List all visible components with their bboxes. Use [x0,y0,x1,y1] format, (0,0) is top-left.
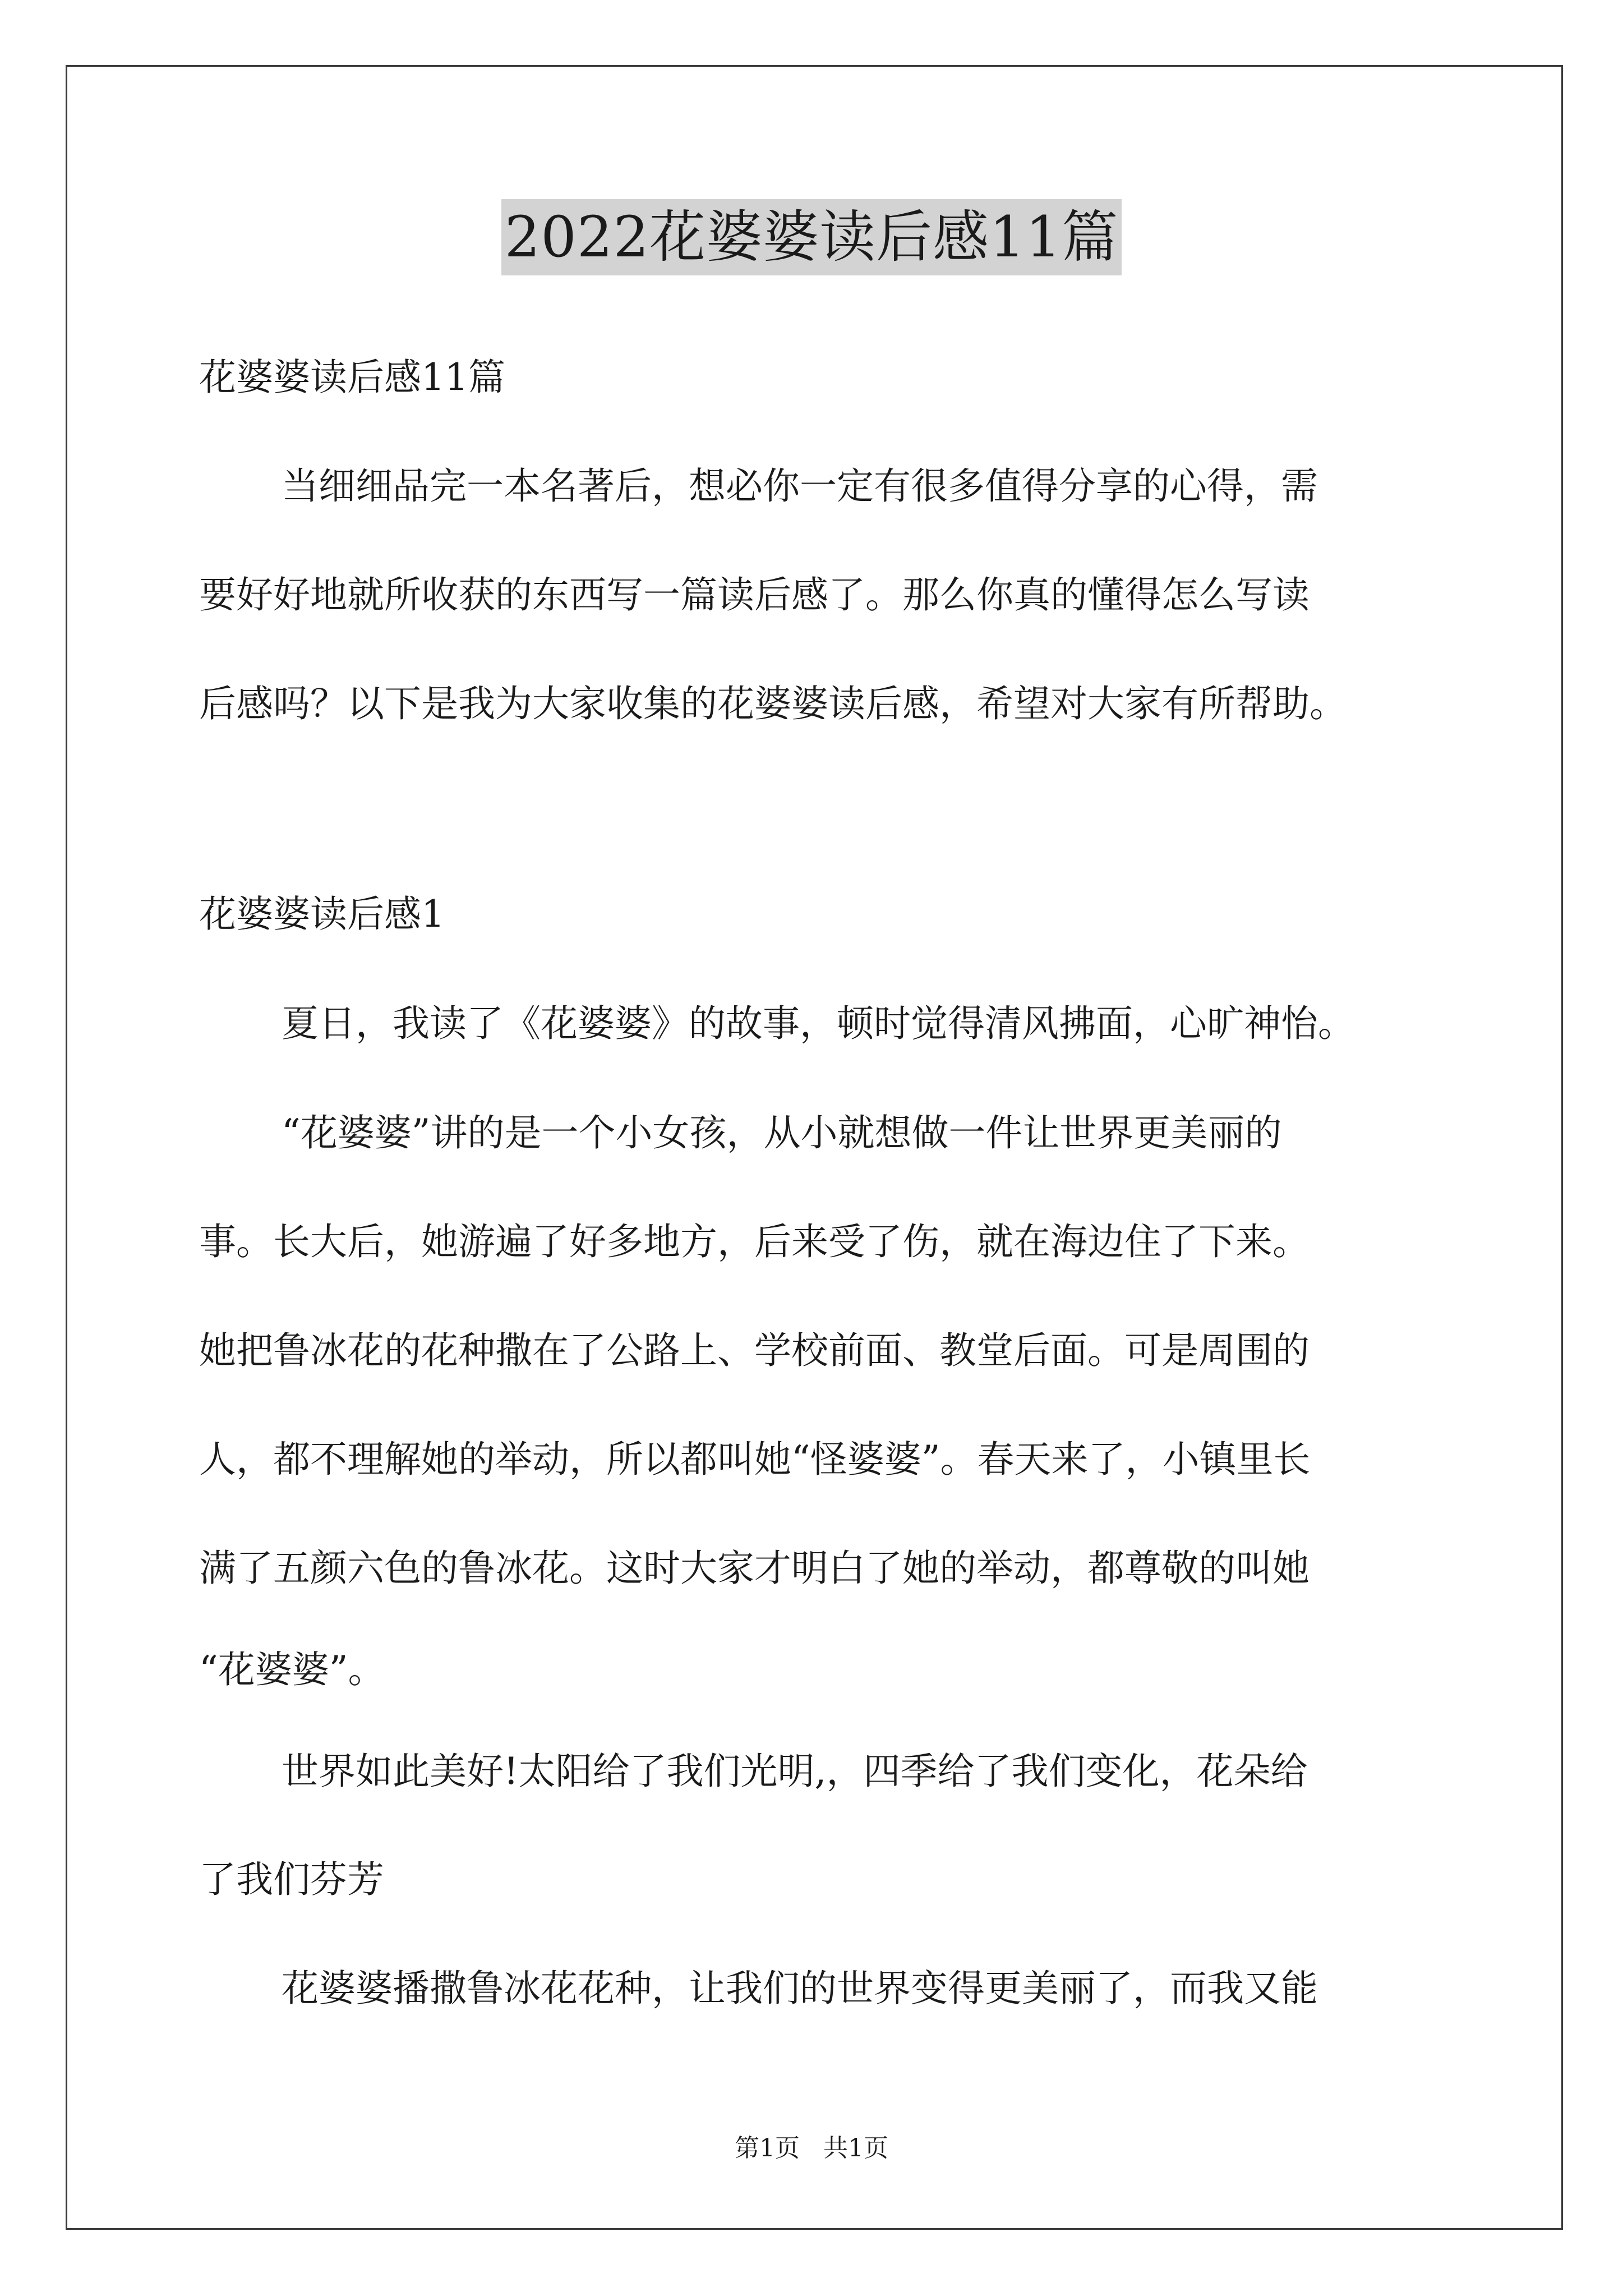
section-heading: 花婆婆读后感1 [199,892,445,936]
paragraph-line: “花婆婆”。 [199,1648,385,1691]
intro-line-3: 后感吗？以下是我为大家收集的花婆婆读后感，希望对大家有所帮助。 [199,682,1347,725]
intro-line-2: 要好好地就所收获的东西写一篇读后感了。那么你真的懂得怎么写读 [199,573,1310,616]
page-footer: 第1页 共1页 [735,2134,888,2162]
paragraph-line: 事。长大后，她游遍了好多地方，后来受了伤，就在海边住了下来。 [199,1220,1310,1263]
document-title: 2022花婆婆读后感11篇 [501,199,1122,275]
paragraph-line: 花婆婆播撒鲁冰花花种，让我们的世界变得更美丽了，而我又能 [282,1967,1318,2010]
intro-line-1: 当细细品完一本名著后，想必你一定有很多值得分享的心得，需 [282,464,1318,508]
title-container [0,199,1623,275]
paragraph-line: 人，都不理解她的举动，所以都叫她“怪婆婆”。春天来了，小镇里长 [199,1438,1311,1481]
subtitle: 花婆婆读后感11篇 [199,356,505,399]
paragraph-line: 满了五颜六色的鲁冰花。这时大家才明白了她的举动，都尊敬的叫她 [199,1547,1310,1590]
paragraph-line: 世界如此美好!太阳给了我们光明,，四季给了我们变化，花朵给 [282,1750,1308,1793]
paragraph-line: 她把鲁冰花的花种撒在了公路上、学校前面、教堂后面。可是周围的 [199,1329,1310,1372]
paragraph-line: 了我们芬芳 [199,1858,384,1901]
paragraph-line: 夏日，我读了《花婆婆》的故事，顿时觉得清风拂面，心旷神怡。 [282,1002,1355,1045]
paragraph-line: “花婆婆”讲的是一个小女孩，从小就想做一件让世界更美丽的 [282,1111,1282,1154]
